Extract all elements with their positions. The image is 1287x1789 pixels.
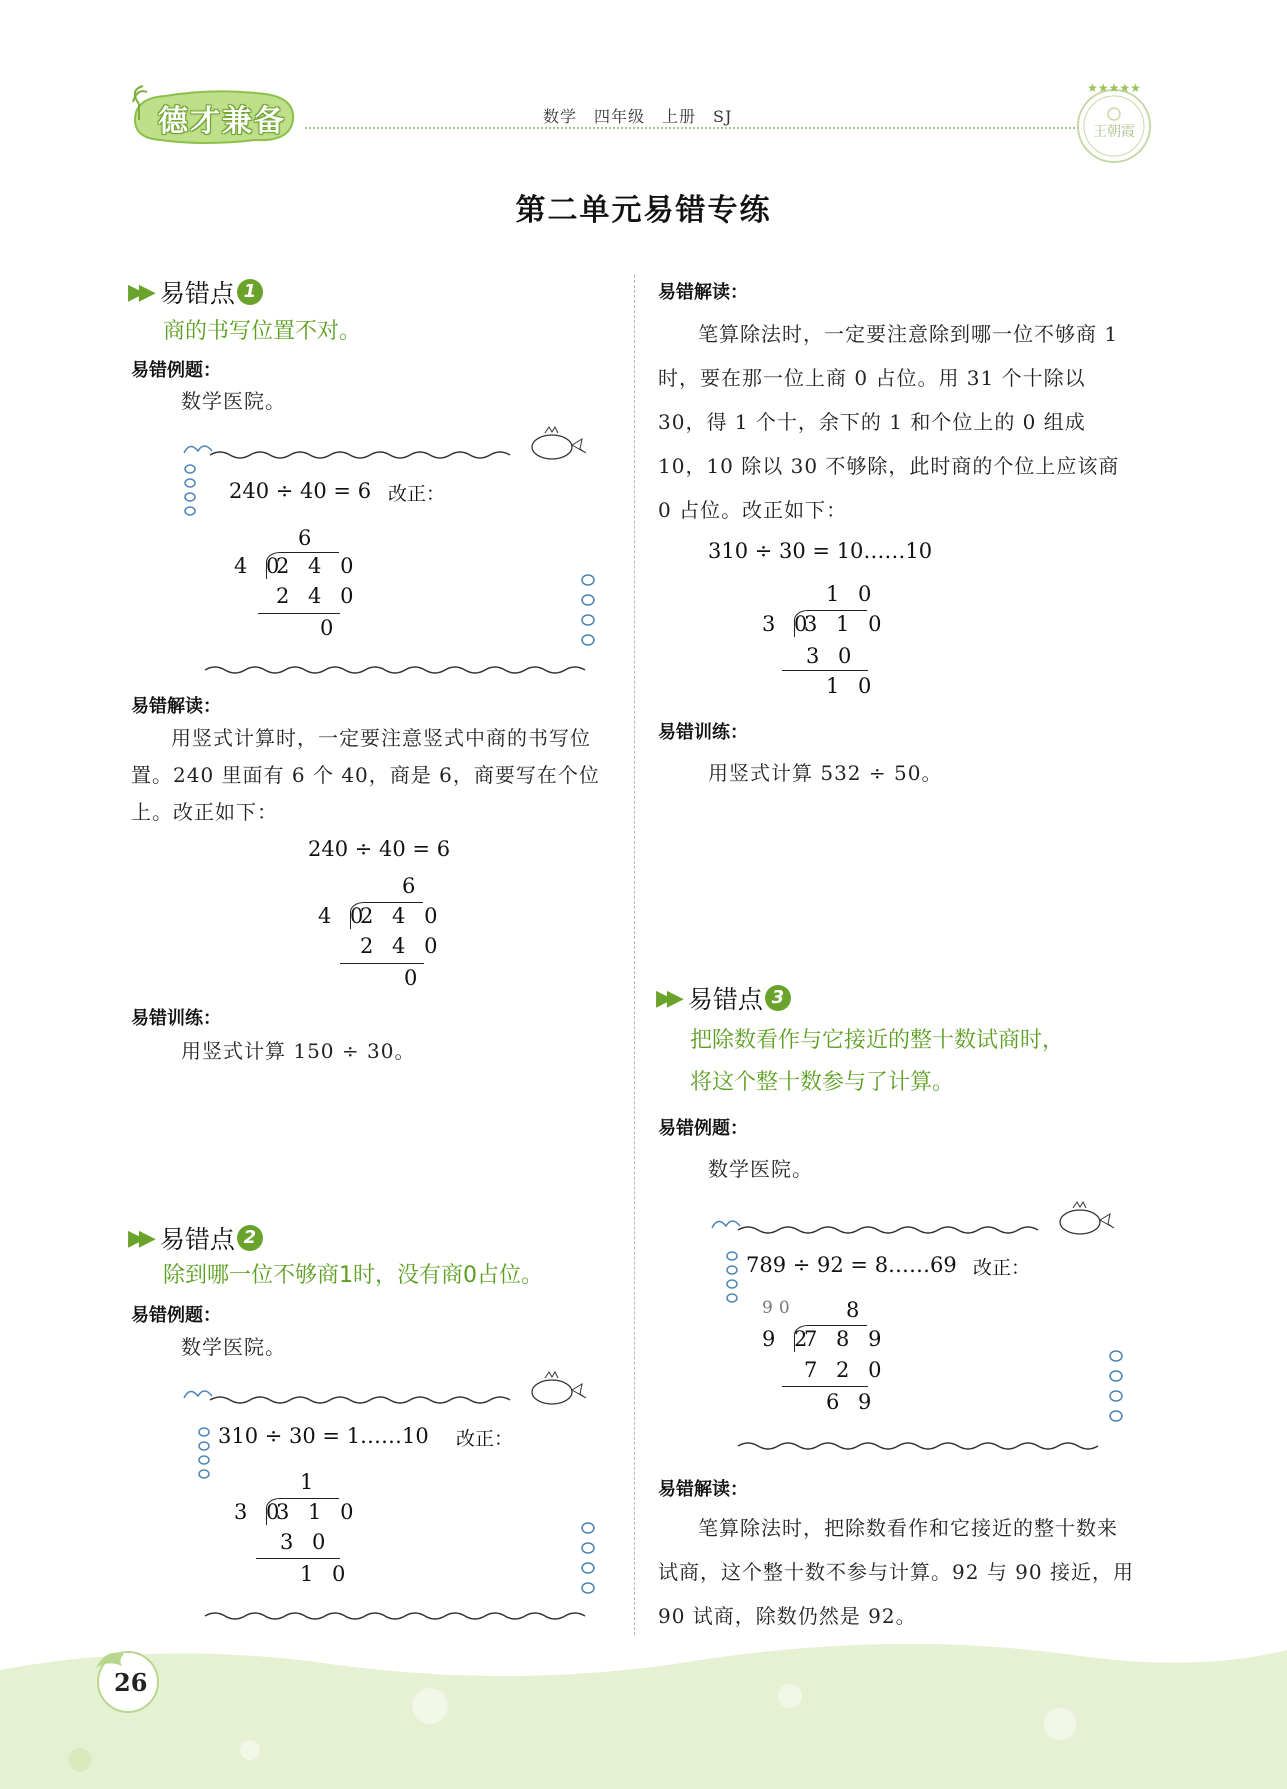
logo-text: 德才兼备 — [158, 104, 286, 139]
point1-explanation: 用竖式计算时，一定要注意竖式中商的书写位置。240 里面有 6 个 40，商是 6，商要写在个位上。改正如下： — [131, 726, 600, 824]
subtraction-line — [782, 1386, 868, 1387]
point2-clinic: 数学医院。 — [181, 1335, 286, 1359]
subtraction-line — [340, 963, 424, 964]
point3-wrong-equation: 789 ÷ 92 = 8……69 — [746, 1253, 957, 1277]
point2-description: 除到哪一位不够商1时，没有商0占位。 — [163, 1263, 543, 1288]
double-arrow-icon: ▶▶ — [128, 279, 150, 305]
dividend: 3 1 0 — [276, 1500, 360, 1524]
point2-example-label: 易错例题： — [131, 1305, 221, 1326]
point3-example-label: 易错例题： — [658, 1118, 748, 1139]
subtraction-line — [782, 670, 868, 671]
product: 3 0 — [806, 644, 858, 668]
point1-number-badge: 1 — [237, 279, 263, 305]
remainder: 1 0 — [300, 1562, 352, 1586]
double-arrow-icon: ▶▶ — [128, 1225, 150, 1251]
point3-heading — [656, 980, 791, 1016]
column-divider — [634, 275, 635, 1635]
point2-number-badge: 2 — [237, 1225, 263, 1251]
product: 2 4 0 — [360, 934, 444, 958]
point2-heading — [128, 1220, 263, 1256]
product: 2 4 0 — [276, 584, 360, 608]
leaf-icon — [184, 446, 212, 453]
point1-explain-label: 易错解读： — [131, 696, 221, 717]
point2-explain-label: 易错解读： — [658, 282, 748, 303]
dividend: 7 8 9 — [804, 1327, 888, 1351]
point2-wrong-equation: 310 ÷ 30 = 1……10 — [218, 1424, 429, 1448]
remainder: 1 0 — [826, 674, 878, 698]
point2-explanation: 笔算除法时，一定要注意除到哪一位不够商 1 时，要在那一位上商 0 占位。用 31 个十除以 30，得 1 个十，余下的 1 和个位上的 0 组成 10，10 除以 30 不够除，此时商的个位上应该商 0 占位。改正如下： — [658, 322, 1120, 522]
divisor: 4 0 — [318, 904, 370, 928]
point3-description-line2: 将这个整十数参与了计算。 — [690, 1070, 955, 1095]
quotient: 6 — [298, 526, 318, 550]
point1-clinic: 数学医院。 — [181, 389, 286, 413]
point3-correct-label: 改正： — [973, 1257, 1031, 1279]
point3-explain-label: 易错解读： — [658, 1479, 748, 1500]
point1-correct-equation: 240 ÷ 40 = 6 — [308, 837, 451, 861]
remainder: 6 9 — [826, 1390, 878, 1414]
remainder: 0 — [404, 966, 424, 990]
point2-wrong-division — [234, 1468, 360, 1588]
divisor: 3 0 — [234, 1500, 286, 1524]
point1-train-label: 易错训练： — [131, 1008, 221, 1029]
dividend: 2 4 0 — [360, 904, 444, 928]
product: 7 2 0 — [804, 1358, 888, 1382]
dividend: 2 4 0 — [276, 554, 360, 578]
point1-description: 商的书写位置不对。 — [163, 319, 362, 344]
stamp-text: 王朝霞 — [1093, 124, 1135, 140]
divisor: 4 0 — [234, 554, 286, 578]
leaf-icon — [184, 1391, 212, 1398]
product: 3 0 — [280, 1530, 332, 1554]
point1-wrong-division — [234, 522, 360, 642]
quotient: 1 0 — [826, 582, 878, 606]
svg-text:★★★★★: ★★★★★ — [1087, 81, 1141, 95]
point3-wrong-division — [762, 1296, 902, 1426]
point1-correct-label: 改正： — [388, 483, 446, 505]
leaf-icon — [712, 1221, 740, 1228]
remainder: 0 — [320, 616, 340, 640]
point1-title: 易错点 — [159, 279, 235, 308]
divisor: 9 2 — [762, 1327, 814, 1351]
brand-stamp — [1072, 80, 1157, 165]
point2-correct-equation: 310 ÷ 30 = 10……10 — [708, 539, 933, 563]
quotient: 6 — [402, 874, 422, 898]
quotient: 8 — [846, 1298, 866, 1322]
dividend: 3 1 0 — [804, 612, 888, 636]
quotient: 1 — [300, 1470, 320, 1494]
subtraction-line — [256, 1558, 340, 1559]
point1-correct-division — [318, 872, 444, 992]
trial-divisor: 90 — [762, 1298, 796, 1318]
point2-correct-division — [762, 582, 888, 702]
divisor: 3 0 — [762, 612, 814, 636]
point1-train: 用竖式计算 150 ÷ 30。 — [181, 1039, 416, 1063]
whale-icon — [1060, 1202, 1114, 1234]
whale-icon — [532, 1372, 586, 1404]
point3-explanation: 笔算除法时，把除数看作和它接近的整十数来试商，这个整十数不参与计算。92 与 90 接近，用 90 试商，除数仍然是 92。 — [658, 1516, 1134, 1628]
header-divider — [305, 127, 1075, 129]
whale-icon — [532, 427, 586, 459]
header-subject: 数学 四年级 上册 SJ — [535, 104, 740, 127]
point2-title: 易错点 — [159, 1225, 235, 1254]
footer-background — [0, 1620, 1287, 1789]
point1-heading — [128, 274, 263, 310]
point1-wrong-equation: 240 ÷ 40 = 6 — [229, 479, 372, 503]
point3-number-badge: 3 — [765, 985, 791, 1011]
point2-train: 用竖式计算 532 ÷ 50。 — [708, 761, 943, 785]
point2-train-label: 易错训练： — [658, 722, 748, 743]
point1-example-label: 易错例题： — [131, 360, 221, 381]
subtraction-line — [258, 613, 340, 614]
point3-title: 易错点 — [687, 985, 763, 1014]
page-number: 26 — [114, 1668, 148, 1697]
double-arrow-icon: ▶▶ — [656, 985, 678, 1011]
page-title: 第二单元易错专练 — [515, 193, 772, 228]
point3-description-line1: 把除数看作与它接近的整十数试商时， — [690, 1028, 1065, 1053]
point2-correct-label: 改正： — [456, 1428, 514, 1450]
point3-clinic: 数学医院。 — [708, 1157, 813, 1181]
